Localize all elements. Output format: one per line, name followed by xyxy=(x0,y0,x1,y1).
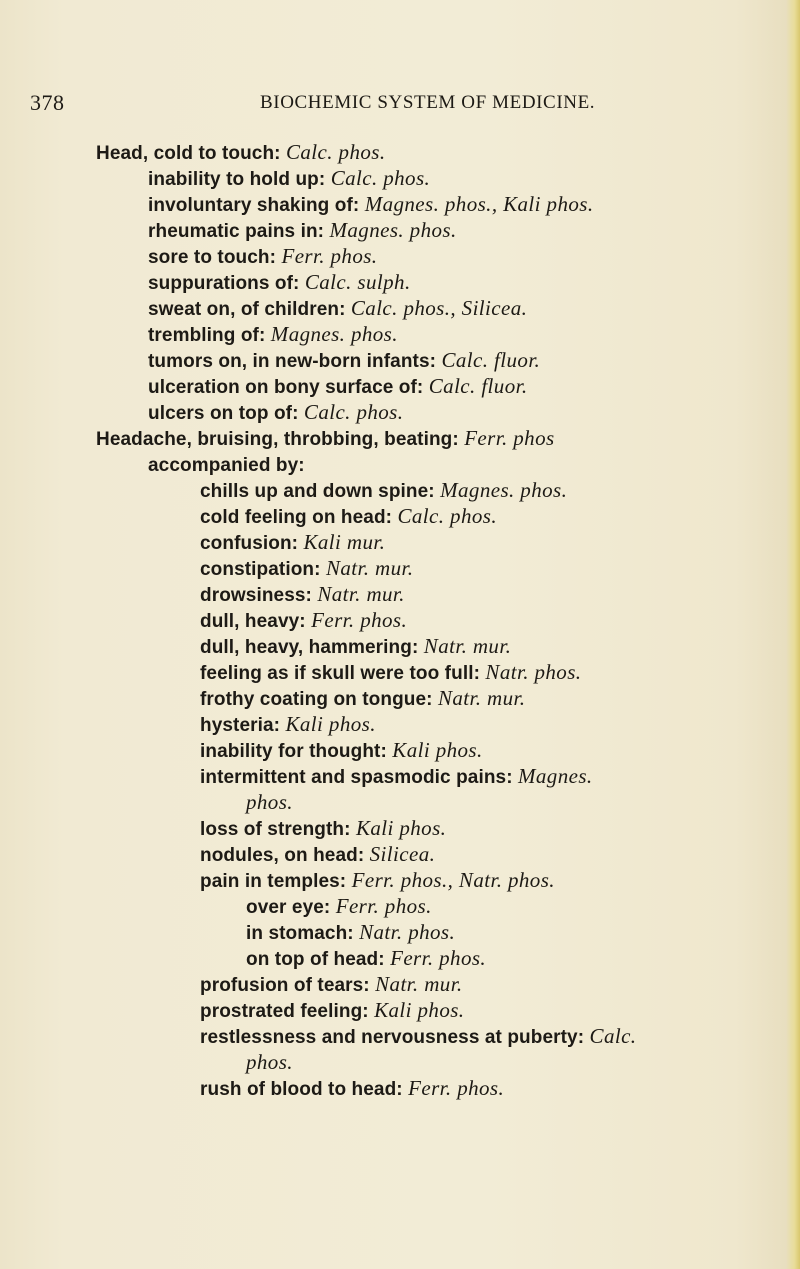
entry-label: Head, cold to touch: xyxy=(96,143,281,164)
index-entry xyxy=(200,530,385,556)
index-entry xyxy=(148,192,593,218)
entry-remedy: Calc. fluor. xyxy=(441,348,541,372)
index-entry xyxy=(200,842,435,868)
entry-remedy: Natr. mur. xyxy=(375,972,463,996)
index-entry xyxy=(96,140,386,166)
entry-remedy: Ferr. phos. xyxy=(390,946,487,970)
entry-label: Headache, bruising, throbbing, beating: xyxy=(96,429,459,450)
index-entry xyxy=(200,504,497,530)
entry-label: pain in temples: xyxy=(200,871,347,892)
index-entry xyxy=(200,634,511,660)
entry-remedy: Calc. xyxy=(589,1024,637,1048)
index-entry xyxy=(148,348,540,374)
entry-remedy: Natr. mur. xyxy=(423,634,512,658)
entry-remedy: Calc. fluor. xyxy=(428,374,528,398)
index-entry xyxy=(96,426,555,452)
index-entry xyxy=(148,270,411,296)
index-entry xyxy=(246,946,486,972)
index-entry xyxy=(148,166,430,192)
index-entry xyxy=(246,920,455,946)
entry-label: trembling of: xyxy=(148,325,266,346)
entry-remedy: Magnes. xyxy=(518,764,593,788)
entry-remedy: Ferr. phos. xyxy=(311,608,408,632)
page-edge xyxy=(786,0,800,1269)
entry-label: inability for thought: xyxy=(200,741,387,762)
index-entry xyxy=(148,374,528,400)
entry-remedy: Ferr. phos xyxy=(464,426,555,450)
index-entry-continuation xyxy=(246,790,293,816)
entry-remedy: Ferr. phos. xyxy=(408,1076,505,1100)
entry-remedy: Natr. phos. xyxy=(359,920,456,944)
entry-remedy: Calc. phos. xyxy=(330,166,431,190)
entry-remedy: Calc. phos. xyxy=(397,504,497,528)
index-entry xyxy=(148,296,527,322)
index-entry xyxy=(200,816,446,842)
index-entry xyxy=(200,478,567,504)
entry-label: suppurations of: xyxy=(148,273,300,294)
entry-label: rheumatic pains in: xyxy=(148,221,325,242)
entry-label: feeling as if skull were too full: xyxy=(200,663,481,684)
entry-remedy: Ferr. phos. xyxy=(335,894,432,918)
entry-remedy: Kali mur. xyxy=(303,530,386,554)
index-entry xyxy=(200,556,413,582)
index-entry xyxy=(148,452,305,478)
entry-remedy: Kali phos. xyxy=(285,712,376,736)
entry-label: tumors on, in new-born infants: xyxy=(148,351,437,372)
entry-remedy: Ferr. phos., Natr. phos. xyxy=(351,868,555,892)
entry-label: cold feeling on head: xyxy=(200,507,393,528)
entry-remedy: Kali phos. xyxy=(374,998,465,1022)
entry-remedy: Calc. phos. xyxy=(303,400,404,424)
entry-label: dull, heavy: xyxy=(200,611,306,632)
running-head: BIOCHEMIC SYSTEM OF MEDICINE. xyxy=(260,92,596,113)
entry-label: dull, heavy, hammering: xyxy=(200,637,419,658)
index-entry xyxy=(200,738,483,764)
entry-remedy: Kali phos. xyxy=(355,816,447,840)
entry-label: over eye: xyxy=(246,897,331,918)
index-entry xyxy=(148,322,398,348)
page-number: 378 xyxy=(30,90,65,115)
entry-label: on top of head: xyxy=(246,949,385,970)
entry-remedy: Magnes. phos., Kali phos. xyxy=(364,192,594,216)
index-entry xyxy=(200,582,405,608)
entry-label: in stomach: xyxy=(246,923,354,944)
entry-label: accompanied by: xyxy=(148,455,305,476)
index-entry xyxy=(200,1076,504,1102)
entry-remedy: Magnes. phos. xyxy=(440,478,568,502)
entry-remedy: phos. xyxy=(246,1050,293,1074)
entry-label: nodules, on head: xyxy=(200,845,365,866)
entry-remedy: Ferr. phos. xyxy=(281,244,378,268)
entry-remedy: Natr. mur. xyxy=(437,686,526,710)
entry-label: frothy coating on tongue: xyxy=(200,689,433,710)
entry-label: sore to touch: xyxy=(148,247,277,268)
entry-remedy: Natr. phos. xyxy=(485,660,582,684)
entry-label: rush of blood to head: xyxy=(200,1079,403,1100)
entry-label: intermittent and spasmodic pains: xyxy=(200,767,513,788)
entry-remedy: Magnes. phos. xyxy=(329,218,457,242)
index-entry xyxy=(200,998,464,1024)
entry-remedy: phos. xyxy=(246,790,293,814)
index-entry xyxy=(200,686,525,712)
entry-remedy: Calc. sulph. xyxy=(304,270,411,294)
entry-label: involuntary shaking of: xyxy=(148,195,360,216)
entry-label: inability to hold up: xyxy=(148,169,326,190)
entry-label: restlessness and nervousness at puberty: xyxy=(200,1027,585,1048)
entry-label: prostrated feeling: xyxy=(200,1001,369,1022)
entry-remedy: Natr. mur. xyxy=(317,582,405,606)
entry-remedy: Silicea. xyxy=(369,842,436,866)
entry-remedy: Kali phos. xyxy=(392,738,483,762)
index-entry xyxy=(148,400,403,426)
entry-label: constipation: xyxy=(200,559,321,580)
entry-label: ulcers on top of: xyxy=(148,403,299,424)
index-entry-continuation xyxy=(246,1050,293,1076)
index-entry xyxy=(148,244,377,270)
entry-remedy: Magnes. phos. xyxy=(270,322,398,346)
page-header xyxy=(30,90,770,120)
index-entry xyxy=(200,608,407,634)
entry-label: hysteria: xyxy=(200,715,281,736)
index-entry xyxy=(200,972,463,998)
entry-label: drowsiness: xyxy=(200,585,312,606)
index-entry xyxy=(200,712,376,738)
index-entry xyxy=(200,764,593,790)
index-entry xyxy=(246,894,432,920)
entry-remedy: Natr. mur. xyxy=(325,556,414,580)
entry-label: confusion: xyxy=(200,533,299,554)
entry-label: loss of strength: xyxy=(200,819,351,840)
entry-label: profusion of tears: xyxy=(200,975,370,996)
entry-remedy: Calc. phos. xyxy=(286,140,386,164)
index-entry xyxy=(200,1024,636,1050)
entry-label: sweat on, of children: xyxy=(148,299,346,320)
entry-label: ulceration on bony surface of: xyxy=(148,377,424,398)
index-entry xyxy=(148,218,457,244)
entry-label: chills up and down spine: xyxy=(200,481,435,502)
index-entry xyxy=(200,868,555,894)
index-entry xyxy=(200,660,581,686)
entry-remedy: Calc. phos., Silicea. xyxy=(350,296,528,320)
